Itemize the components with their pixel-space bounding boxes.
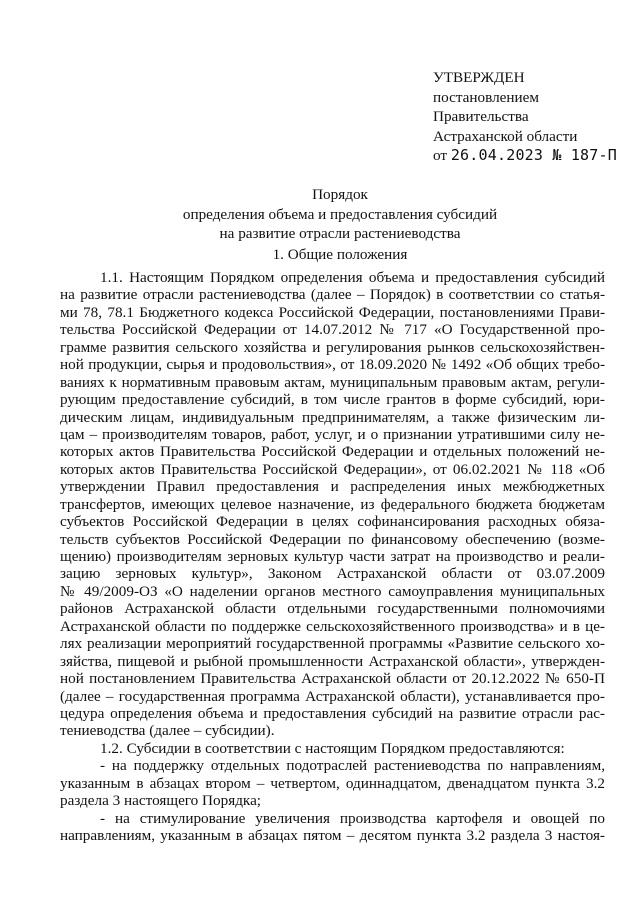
approval-date-value: 26.04.2023 № 187-П (450, 146, 617, 164)
body-line: 1.1. Настоящим Порядком определения объема и предоставления субсидий (100, 269, 605, 286)
approval-stamp (433, 68, 617, 166)
body-line: 1.2. Субсидии в соответствии с настоящим Порядком предоставляются: (100, 739, 565, 757)
body-line: тельства Российской Федерации от 14.07.2012 № 717 «О Государственной про- (60, 321, 605, 339)
body-line: ной постановлением Правительства Астраханской области от 20.12.2022 № 650-П (60, 670, 605, 688)
body-line: ми 78, 78.1 Бюджетного кодекса Российской Федерации, постановлениями Прави- (60, 303, 605, 321)
approval-date-prefix: от (433, 147, 448, 164)
body-line: направлениям, указанным в абзацах пятом – десятом пункта 3.2 раздела 3 настоя- (60, 827, 605, 844)
body-line: рующим предоставление субсидий, в том числе грантов в форме субсидий, юри- (60, 391, 605, 409)
document-title (60, 185, 620, 244)
approval-line: постановлением (433, 88, 540, 106)
body-line: лях реализации мероприятий государственной программы «Развитие сельского хо- (60, 635, 605, 653)
body-line: которых актов Правительства Российской Федерации», от 06.02.2021 № 118 «Об (60, 460, 605, 478)
approval-line: УТВЕРЖДЕН (433, 69, 525, 86)
body-line: № 49/2009-ОЗ «О наделении органов местного самоуправления муниципальных (60, 582, 605, 600)
body-line: - на стимулирование увеличения производства картофеля и овощей по (100, 809, 605, 827)
body-line: трансфертов, имеющих целевое назначение, из федерального бюджета бюджетам (60, 495, 605, 513)
body-line: Астраханской области по поддержке сельскохозяйственного производства» и в це- (60, 617, 605, 635)
approval-line: Правительства (433, 108, 529, 125)
document-body (60, 269, 605, 844)
body-line: цедура определения объема и предоставления субсидий на развитие отрасли рас- (60, 704, 605, 722)
body-line: грамме развития сельского хозяйства и регулирования рынков сельскохозяйствен- (60, 338, 605, 356)
approval-date-line (433, 146, 617, 166)
title-line: определения объема и предоставления субсидий (182, 205, 498, 223)
body-line: ной продукции, сырья и продовольствия», от 18.09.2020 № 1492 «Об общих требо- (60, 356, 605, 374)
body-line: раздела 3 настоящего Порядка; (60, 792, 262, 810)
body-line: районов Астраханской области отдельными государственными полномочиями (60, 600, 605, 618)
body-line: на развитие отрасли растениеводства (далее – Порядок) в соответствии со статья- (60, 286, 605, 304)
body-line: утверждении Правил предоставления и распределения иных межбюджетных (60, 478, 605, 496)
body-line: зяйства, пищевой и рыбной промышленности Астраханской области», утвержден- (60, 652, 605, 670)
title-line: на развитие отрасли растениеводства (219, 225, 461, 242)
body-line: тельств субъектов Российской Федерации по финансовому обеспечению (возме- (60, 530, 605, 548)
body-line: тениеводства (далее – субсидии). (60, 722, 275, 740)
body-line: щению) производителям зерновых культур части затрат на производство и реали- (60, 548, 605, 565)
title-line: Порядок (312, 186, 368, 203)
approval-line: Астраханской области (433, 127, 578, 145)
body-line: ваниях к нормативным правовым актам, муниципальным правовым актам, регули- (60, 373, 605, 391)
body-line: которых актов Правительства Российской Федерации и отдельных положений не- (60, 443, 605, 461)
body-line: субъектов Российской Федерации в целях софинансирования расходных обяза- (60, 513, 605, 531)
section-heading: 1. Общие положения (272, 246, 408, 263)
body-line: (далее – государственная программа Астраханской области), устанавливается про- (60, 687, 605, 705)
body-line: зацию зерновых культур», Законом Астраханской области от 03.07.2009 (60, 565, 605, 583)
body-line: дическим лицам, индивидуальным предпринимателям, а также физическим ли- (60, 408, 605, 426)
body-line: указанным в абзацах втором – четвертом, одиннадцатом, двенадцатом пункта 3.2 (60, 774, 605, 792)
body-line: цам – производителям товаров, работ, услуг, и о признании утратившими силу не- (60, 425, 605, 443)
body-line: - на поддержку отдельных подотраслей растениеводства по направлениям, (100, 757, 605, 775)
